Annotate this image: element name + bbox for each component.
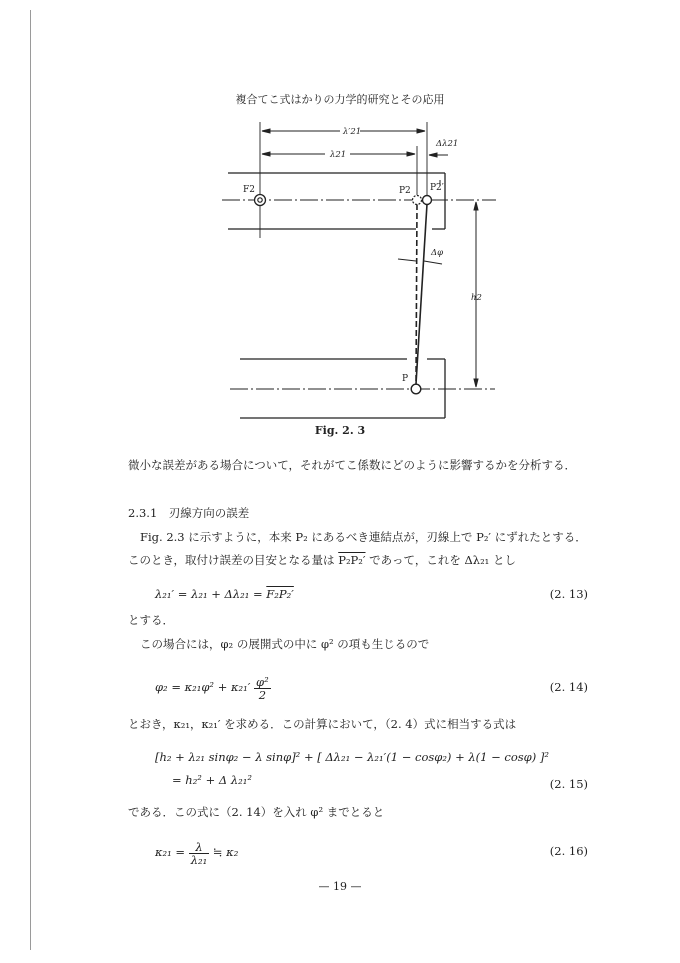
section-heading: 2.3.1 刃線方向の誤差 bbox=[128, 506, 250, 520]
arrowhead bbox=[262, 129, 270, 133]
overlined-segment: F₂P₂′ bbox=[266, 587, 294, 601]
label-lambda21-prime: λ′21 bbox=[343, 127, 362, 137]
equation-2-14 bbox=[155, 673, 271, 701]
pivot-f2-inner bbox=[258, 198, 262, 202]
intro-paragraph: 微小な誤差がある場合について，それがてこ係数にどのように影響するかを分析する． bbox=[128, 458, 577, 472]
paragraph-line: とする． bbox=[128, 613, 174, 627]
equation-number: (2. 14) bbox=[549, 680, 588, 694]
equation-2-15-line1: [h₂ + λ₂₁ sinφ₂ − λ sinφ]² + [ Δλ₂₁ − λ₂₁′(1 − cosφ₂) + λ(1 − cosφ) ]² bbox=[155, 750, 549, 764]
label-lambda21: λ21 bbox=[330, 150, 347, 160]
figure-2-3-diagram bbox=[0, 0, 680, 440]
equation-2-15-line2: = h₂² + Δ λ₂₁² bbox=[172, 773, 252, 787]
label-delta-lambda21: Δλ21 bbox=[436, 139, 459, 149]
denominator: 2 bbox=[258, 687, 267, 702]
text-span: であって，これを Δλ₂₁ とし bbox=[365, 553, 516, 567]
joint-p2-ideal bbox=[413, 196, 422, 205]
arrowhead bbox=[474, 379, 478, 387]
equation-number: (2. 15) bbox=[549, 777, 588, 791]
overlined-segment: P₂P₂′ bbox=[338, 553, 366, 567]
paragraph-line: である．この式に（2. 14）を入れ φ² までとると bbox=[128, 805, 385, 819]
figure-caption: Fig. 2. 3 bbox=[314, 424, 366, 437]
arrowhead bbox=[407, 152, 415, 156]
equation-number: (2. 13) bbox=[549, 587, 588, 601]
label-p2-prime: P2′ bbox=[430, 183, 444, 193]
label-h2: h2 bbox=[471, 293, 482, 303]
fraction bbox=[189, 841, 210, 866]
delta-phi-arrow-right bbox=[424, 261, 442, 264]
arrowhead bbox=[429, 153, 437, 157]
page-number: — 19 — bbox=[318, 880, 362, 893]
paragraph-line: とおき，κ₂₁，κ₂₁′ を求める．この計算において，（2. 4）式に相当する式は bbox=[128, 717, 517, 731]
link-actual bbox=[416, 204, 427, 384]
denominator: λ₂₁ bbox=[190, 852, 208, 867]
arrowhead bbox=[474, 202, 478, 210]
running-head: 複合てこ式はかりの力学的研究とその応用 bbox=[235, 93, 445, 106]
equation-lhs: κ₂₁ = bbox=[155, 845, 189, 859]
arrowhead bbox=[262, 152, 270, 156]
paragraph-line: Fig. 2.3 に示すように，本来 P₂ にあるべき連結点が，刃線上で P₂′ にずれたとする． bbox=[140, 530, 587, 544]
joint-p2-prime bbox=[423, 196, 432, 205]
label-p: P bbox=[402, 374, 409, 384]
joint-p bbox=[411, 384, 421, 394]
equation-rhs: ≒ κ₂ bbox=[212, 845, 239, 859]
numerator: φ² bbox=[256, 674, 269, 689]
numerator: λ bbox=[189, 841, 210, 854]
fraction bbox=[254, 676, 271, 701]
paragraph-line bbox=[128, 553, 516, 567]
equation-2-13 bbox=[155, 587, 294, 601]
equation-number: (2. 16) bbox=[549, 844, 588, 858]
equation-lhs: λ₂₁′ = λ₂₁ + Δλ₂₁ = bbox=[155, 587, 267, 601]
equation-2-16 bbox=[155, 837, 238, 867]
delta-phi-arrow-left bbox=[398, 259, 416, 261]
paragraph-line: この場合には，φ₂ の展開式の中に φ² の項も生じるので bbox=[140, 637, 430, 651]
text-span: このとき，取付け誤差の目安となる量は bbox=[128, 553, 339, 567]
equation-lhs: φ₂ = κ₂₁φ² + κ₂₁′ bbox=[155, 680, 251, 694]
arrowhead bbox=[417, 129, 425, 133]
label-p2: P2 bbox=[399, 186, 411, 196]
label-delta-phi: Δφ bbox=[431, 248, 444, 258]
label-f2: F2 bbox=[243, 185, 255, 195]
